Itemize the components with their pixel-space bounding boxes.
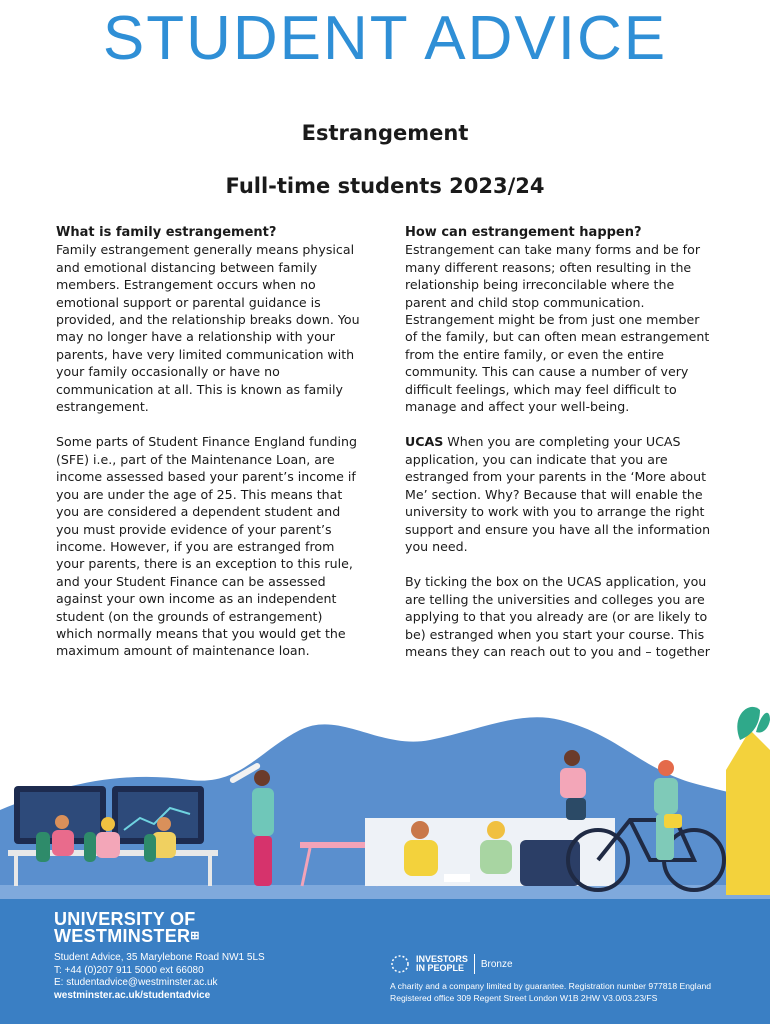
- investors-level: Bronze: [480, 958, 513, 970]
- contact-block: [54, 952, 265, 1002]
- university-crest-icon: ⊞: [190, 930, 200, 942]
- university-logo: [54, 911, 200, 945]
- person-1-head: [55, 815, 69, 829]
- house-shape: [726, 730, 770, 895]
- chair-1: [36, 832, 50, 862]
- person-5-body: [480, 840, 512, 874]
- desk-leg-left: [14, 856, 18, 886]
- investors-divider: [474, 954, 475, 974]
- person-7-body: [654, 778, 678, 814]
- contact-phone: T: +44 (0)207 911 5000 ext 66080: [54, 964, 204, 976]
- person-5-head: [487, 821, 505, 839]
- monitor-right-screen: [118, 792, 198, 838]
- person-2-head: [101, 817, 115, 831]
- book: [444, 874, 470, 882]
- right-paragraph-1: Estrangement can take many forms and be for many different reasons; often resulting in the relationship being irreconcilable where the parent and child stop communication. Estrangement might be from just one member of the family, but can often mean estrangement from the entire family, or even the entire community. This can cause a number of very difficult feelings, which may feel difficult to manage and affect your well-being.: [405, 242, 710, 415]
- university-line-2: WESTMINSTER: [54, 926, 191, 946]
- person-6-head: [564, 750, 580, 766]
- right-paragraph-2: [405, 433, 711, 555]
- person-7-bag: [664, 814, 682, 828]
- person-4-head: [411, 821, 429, 839]
- contact-address: Student Advice, 35 Marylebone Road NW1 5LS: [54, 952, 265, 963]
- left-paragraph-2: Some parts of Student Finance England funding (SFE) i.e., part of the Maintenance Loan, are income assessed based your parent’s income if you are under the age of 25. This means that you are considered a dependent student and you must provide evidence of your parent’s income. However, if you are estranged from your parents, there is an exception to this rule, and your Student Finance can be assessed against your own income as an independent student (on the grounds of estrangement) which normally means that you would get the maximum amount of maintenance loan.: [56, 434, 358, 659]
- contact-website[interactable]: westminster.ac.uk/studentadvice: [54, 989, 211, 1001]
- standing-person-head: [254, 770, 270, 786]
- brand-title: STUDENT ADVICE: [102, 4, 668, 73]
- person-1-body: [52, 830, 74, 856]
- person-7-head: [658, 760, 674, 776]
- left-paragraph-1: Family estrangement generally means physical and emotional distancing between family members. Estrangement occurs when no emotional support or parental guidance is provided, and the relationship breaks down. You may no longer have a relationship with your parents, have very limited communication with your family occasionally or have no communication at all. This is known as family estrangement.: [56, 242, 360, 415]
- document-title: Estrangement: [301, 121, 469, 145]
- chair-2: [84, 832, 96, 862]
- yellow-house: [726, 730, 770, 895]
- ucas-label: UCAS: [405, 434, 444, 450]
- right-column: [405, 224, 711, 678]
- person-3-head: [157, 817, 171, 831]
- standing-person-legs: [254, 836, 272, 886]
- contact-email[interactable]: E: studentadvice@westminster.ac.uk: [54, 977, 218, 988]
- chair-3: [144, 834, 156, 862]
- university-line-1: UNIVERSITY OF: [54, 909, 196, 929]
- ucas-text: When you are completing your UCAS application, you can indicate that you are estranged from your parents in the ‘More about Me’ section. Why? Because that will enable the university to work with you to arrange the right support and ensure you have all the information you need.: [405, 434, 711, 554]
- legal-line-1: A charity and a company limited by guarantee. Registration number 977818 England: [390, 981, 712, 991]
- investors-line-2: IN PEOPLE: [416, 963, 465, 973]
- desk-leg-right: [208, 856, 212, 886]
- investors-in-people-icon: [390, 954, 410, 974]
- person-6-legs: [566, 798, 586, 820]
- right-paragraph-3: By ticking the box on the UCAS application, you are telling the universities and colleges you are applying to that you already are (or are likely to be) estranged when you start your course. This means they can reach out to you and – together: [405, 574, 710, 659]
- investors-in-people-badge: [390, 954, 513, 974]
- person-4-body: [404, 840, 438, 876]
- standing-person-body: [252, 788, 274, 836]
- person-2-body: [96, 832, 120, 858]
- left-heading: What is family estrangement?: [56, 225, 277, 240]
- document-subtitle: Full-time students 2023/24: [225, 174, 545, 198]
- person-6-body: [560, 768, 586, 798]
- left-column: [56, 224, 362, 678]
- legal-text: [390, 980, 760, 1004]
- right-heading: How can estrangement happen?: [405, 225, 642, 240]
- legal-line-2: Registered office 309 Regent Street London W1B 2HW V3.0/03.23/FS: [390, 993, 658, 1003]
- investors-line-1: INVESTORS: [416, 954, 468, 964]
- floor: [0, 885, 770, 899]
